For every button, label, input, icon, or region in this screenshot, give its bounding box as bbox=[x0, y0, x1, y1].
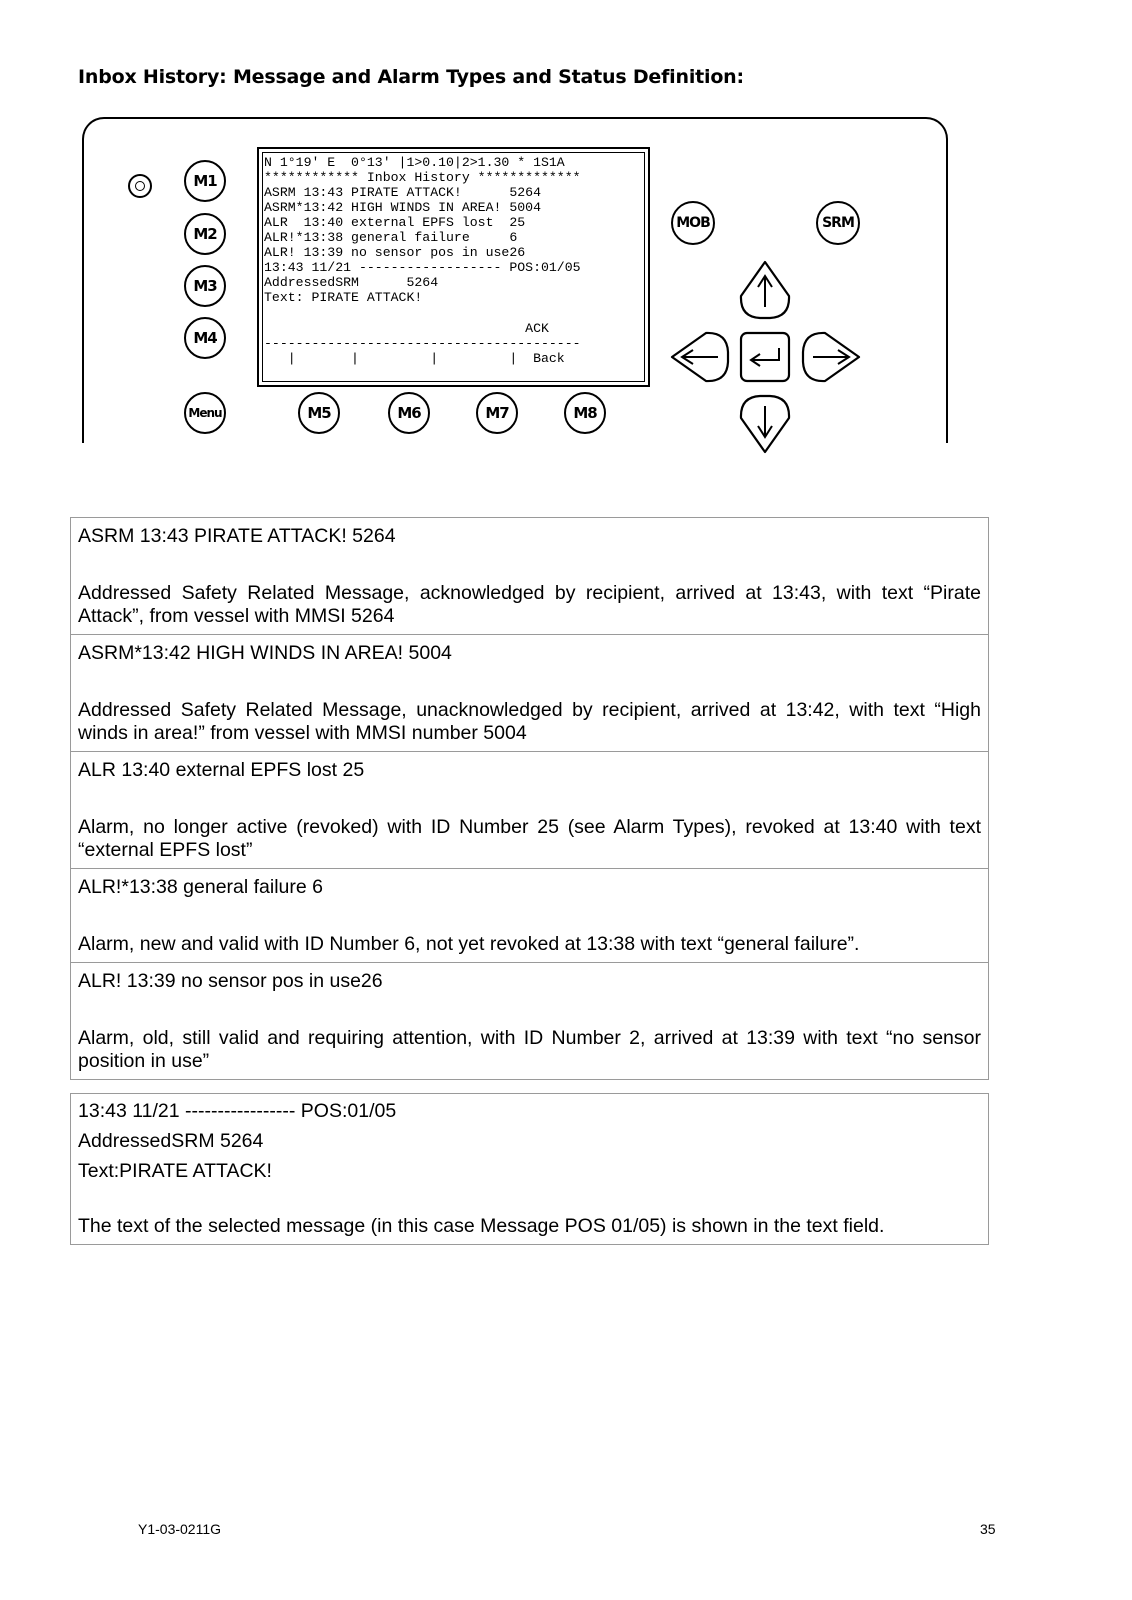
selected-description: The text of the selected message (in this case Message POS 01/05) is shown in the text field. bbox=[78, 1215, 885, 1237]
screen-softkeys: ACK ---------------------------------------- | | | | Back bbox=[264, 321, 581, 366]
selected-line-3: Text:PIRATE ATTACK! bbox=[78, 1160, 272, 1182]
message-types-table bbox=[70, 517, 989, 1080]
m8-button[interactable]: M8 bbox=[564, 392, 606, 434]
table-cell bbox=[71, 869, 989, 963]
table-row bbox=[71, 752, 989, 869]
entry-title: ASRM*13:42 HIGH WINDS IN AREA! 5004 bbox=[78, 642, 452, 664]
table-row bbox=[71, 635, 989, 752]
m4-button[interactable]: M4 bbox=[184, 317, 226, 359]
entry-description: Addressed Safety Related Message, unacknowledged by recipient, arrived at 13:42, with text “High winds in area!” from vessel with MMSI number 5004 bbox=[78, 699, 981, 744]
m1-button[interactable]: M1 bbox=[184, 160, 226, 202]
entry-title: ALR! 13:39 no sensor pos in use26 bbox=[78, 970, 383, 992]
page-number: 35 bbox=[980, 1521, 996, 1537]
table-cell bbox=[71, 963, 989, 1080]
selected-line-1: 13:43 11/21 ----------------- POS:01/05 bbox=[78, 1100, 397, 1122]
entry-title: ASRM 13:43 PIRATE ATTACK! 5264 bbox=[78, 525, 396, 547]
selected-line-2: AddressedSRM 5264 bbox=[78, 1130, 264, 1152]
table-row bbox=[71, 963, 989, 1080]
screen-line: AddressedSRM 5264 bbox=[264, 275, 439, 290]
menu-button[interactable]: Menu bbox=[184, 392, 226, 434]
table-row bbox=[71, 518, 989, 635]
screen-line: 13:43 11/21 ------------------ POS:01/05 bbox=[264, 260, 581, 275]
screen-line: ASRM 13:43 PIRATE ATTACK! 5264 bbox=[264, 185, 541, 200]
arrow-keys bbox=[0, 0, 1132, 470]
table-row bbox=[71, 869, 989, 963]
doc-id: Y1-03-0211G bbox=[138, 1521, 222, 1537]
table-cell bbox=[71, 518, 989, 635]
table-cell bbox=[71, 635, 989, 752]
entry-title: ALR!*13:38 general failure 6 bbox=[78, 876, 323, 898]
entry-title: ALR 13:40 external EPFS lost 25 bbox=[78, 759, 365, 781]
enter-icon[interactable] bbox=[741, 333, 789, 381]
entry-description: Addressed Safety Related Message, acknowledged by recipient, arrived at 13:43, with text “Pirate Attack”, from vessel with MMSI 5264 bbox=[78, 582, 981, 627]
arrow-up-icon[interactable] bbox=[741, 262, 789, 318]
screen-line: ALR!*13:38 general failure 6 bbox=[264, 230, 518, 245]
table-row bbox=[71, 1094, 989, 1245]
screen-line: ALR 13:40 external EPFS lost 25 bbox=[264, 215, 526, 230]
page-heading: Inbox History: Message and Alarm Types and Status Definition: bbox=[78, 66, 744, 88]
entry-description: Alarm, old, still valid and requiring attention, with ID Number 2, arrived at 13:39 with text “no sensor position in use” bbox=[78, 1027, 981, 1072]
screen-line: ASRM*13:42 HIGH WINDS IN AREA! 5004 bbox=[264, 200, 541, 215]
selected-message-table bbox=[70, 1093, 989, 1245]
table-cell bbox=[71, 1094, 989, 1245]
m6-button[interactable]: M6 bbox=[388, 392, 430, 434]
m2-button[interactable]: M2 bbox=[184, 213, 226, 255]
entry-description: Alarm, new and valid with ID Number 6, not yet revoked at 13:38 with text “general failure”. bbox=[78, 933, 860, 955]
m3-button[interactable]: M3 bbox=[184, 265, 226, 307]
entry-description: Alarm, no longer active (revoked) with ID Number 25 (see Alarm Types), revoked at 13:40 with text “external EPFS lost” bbox=[78, 816, 981, 861]
arrow-down-icon[interactable] bbox=[741, 396, 789, 452]
screen-line: ALR! 13:39 no sensor pos in use26 bbox=[264, 245, 526, 260]
m7-button[interactable]: M7 bbox=[476, 392, 518, 434]
screen-line: ************ Inbox History ************* bbox=[264, 170, 581, 185]
screen-line: N 1°19' E 0°13' |1>0.10|2>1.30 * 1S1A bbox=[264, 155, 565, 170]
srm-button[interactable]: SRM bbox=[816, 201, 860, 245]
arrow-right-icon[interactable] bbox=[803, 333, 859, 381]
table-cell bbox=[71, 752, 989, 869]
screen-line: Text: PIRATE ATTACK! bbox=[264, 290, 423, 305]
mob-button[interactable]: MOB bbox=[671, 201, 715, 245]
arrow-left-icon[interactable] bbox=[672, 333, 728, 381]
m5-button[interactable]: M5 bbox=[298, 392, 340, 434]
